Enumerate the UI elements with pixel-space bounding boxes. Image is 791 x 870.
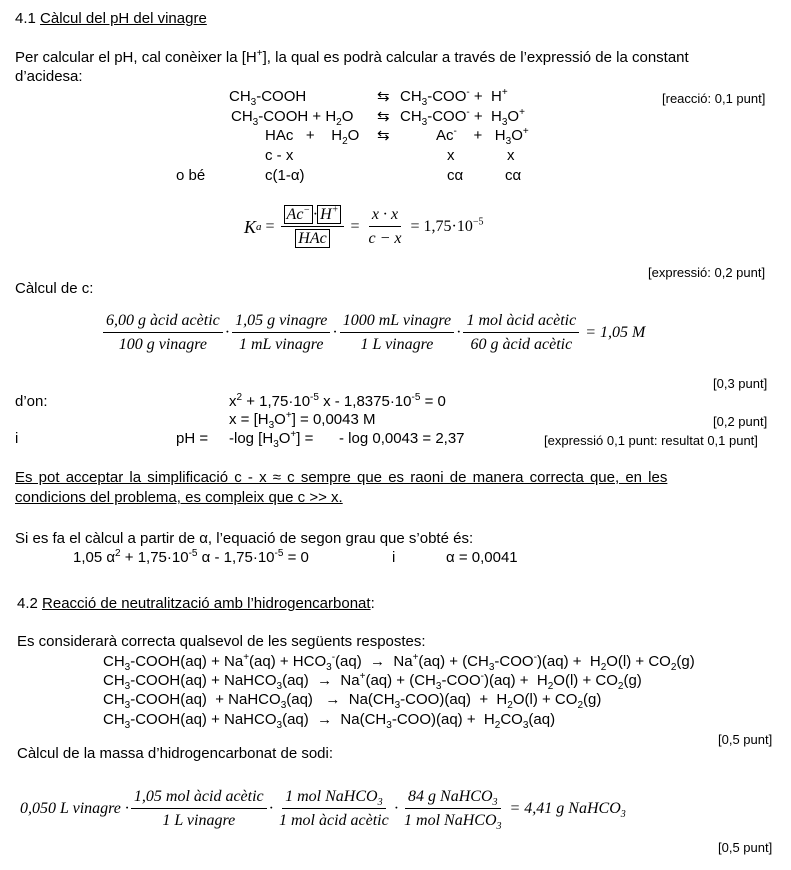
- don-label: d’on:: [15, 393, 48, 410]
- i-label: i: [15, 430, 19, 447]
- quadratic-equation: $x^2 + 1,75\cdot 10^{-5}$ $x - 1,8375\cdot 10^{-5} = 0$: [229, 392, 446, 410]
- m-f1-den: 1 L vinagre: [162, 812, 236, 829]
- ka-value: [411, 218, 484, 236]
- section-number: 4.1: [15, 10, 36, 27]
- m-f2-num: 1 mol NaHCO: [285, 788, 378, 805]
- m-f1-num: 1,05 mol àcid acètic: [131, 788, 267, 809]
- c-fraction-3: [340, 312, 454, 354]
- mass-fraction-3: $\frac{84 g NaHCO_3}{1 mol NaHCO_3}$: [404, 788, 502, 833]
- alpha-equation: 1,05 $\alpha^2 + 1,75\cdot 10^{-5}$ $\alpha - 1,75\cdot 10^{-5} = 0$: [73, 548, 309, 566]
- conc-x-2: x: [507, 147, 515, 164]
- equilibrium-arrow-icon: ⇆: [377, 88, 390, 105]
- mass-result: = 4,41 g NaHCO: [509, 800, 621, 817]
- ph-log-expr: -log $[H_3O^+]$ =: [229, 429, 314, 450]
- reaction-1-right: $CH_3-COO^- + H^+$: [400, 87, 508, 108]
- m-f2-den: 1 mol àcid acètic: [278, 812, 389, 829]
- intro-line-1: Per calcular el pH, cal conèixer la [H+], la qual es podrà calcular a través de l’expressió de la constant: [15, 48, 689, 66]
- x-result: $x = [H_3O^+] = 0,0043$ M: [229, 410, 376, 431]
- reaction-3-left: HAc + $H_2O$: [265, 127, 360, 147]
- conc-c-alpha-1: cα: [447, 167, 464, 184]
- mass-lead: 0,050 L vinagre ·: [20, 800, 129, 817]
- m-f3-num: 84 g NaHCO: [408, 788, 493, 805]
- c-fraction-2: [232, 312, 330, 354]
- ka-fraction-1: $\frac{Ac^- \cdot H^+}{\text{HAc}}$: [281, 206, 345, 248]
- conc-c-alpha-2: cα: [505, 167, 522, 184]
- section-number: 4.2: [17, 595, 38, 612]
- intro-text: Per calcular el pH, cal conèixer la [H: [15, 49, 257, 66]
- accept-note-line-2: condicions del problema, es compleix que c >> x.: [15, 489, 343, 506]
- m-f3-den: 1 mol NaHCO: [404, 812, 497, 829]
- calc-c-label: Càlcul de c:: [15, 280, 94, 297]
- quad-a: + 1,75·10: [242, 393, 311, 410]
- mass-fraction-1: [131, 788, 267, 830]
- c-f2-den: 1 mL vinagre: [238, 336, 324, 353]
- quad-x: x: [229, 393, 237, 410]
- alpha-i: i: [392, 549, 396, 566]
- response-3: $CH_3-COOH(aq)$ + NaHCO$_3$(aq) → $Na(CH_3-COO)(aq) + H_2O(l) + CO_2(g)$: [103, 691, 602, 711]
- mass-calculation: 0,050 L vinagre · $\frac{\text{1,05 mol àcid acètic}}{\text{1 L vinagre}}$ · $\frac{1 mol NaHCO_3}{\text{1 mol àcid acètic}}$ · $\frac{84 g NaHCO_3}{1 mol NaHCO_3}$ = 4,41 g NaHCO$_3$: [20, 788, 626, 833]
- c-f4-den: 60 g àcid acètic: [470, 336, 573, 353]
- o-be-label: o bé: [176, 167, 206, 184]
- reaction-2-right: $CH_3-COO^- + H_3O^+$: [400, 107, 525, 128]
- section-4-1-title: [15, 10, 207, 28]
- ph-label: pH =: [176, 430, 209, 447]
- response-4: $CH_3-COOH(aq)$ + NaHCO$_3$(aq) → $Na(CH_3-COO)(aq) + H_2CO_3(aq)$: [103, 711, 556, 731]
- conc-c-minus-x: c - x: [265, 147, 294, 164]
- reaction-2-left: $CH_3$-COOH + $H_2O$: [231, 108, 354, 128]
- ka-score: [expressió: 0,2 punt]: [648, 265, 766, 280]
- section-title: Càlcul del pH del vinagre: [40, 10, 207, 27]
- conc-x-1: x: [447, 147, 455, 164]
- ka-value-text: = 1,75·10: [410, 218, 473, 235]
- accept-note-line-1: Es pot acceptar la simplificació c - x ≈ c sempre que es raoni de manera correcta que, en les: [15, 469, 668, 486]
- c-fraction-4: [463, 312, 579, 354]
- reaction-3-right: Ac- + $H_3O^+$: [436, 126, 529, 147]
- alpha-result: α = 0,0041: [446, 549, 518, 566]
- intro-line-2: d’acidesa:: [15, 68, 83, 85]
- c-f3-num: 1000 mL vinagre: [340, 312, 454, 333]
- ka-expression: K a = $\frac{Ac^- \cdot H^+}{\text{HAc}}$ = $\frac{x \cdot x}{c - x}$ = $1,75\cdot 10^{-5}$: [244, 204, 484, 247]
- ka-exponent: −5: [472, 216, 484, 228]
- reaction-score: [reacció: 0,1 punt]: [662, 91, 766, 106]
- c-score: [0,3 punt]: [713, 376, 768, 391]
- responses-intro: Es considerarà correcta qualsevol de les següents respostes:: [17, 633, 426, 650]
- mass-intro: Càlcul de la massa d’hidrogencarbonat de sodi:: [17, 745, 334, 762]
- c-f2-num: 1,05 g vinagre: [232, 312, 330, 333]
- c-result: = 1,05 M: [585, 324, 646, 341]
- c-fraction-1: [103, 312, 223, 354]
- quad-b: x - 1,8375·10: [318, 393, 412, 410]
- responses-score: [0,5 punt]: [718, 732, 773, 747]
- alpha-intro: Si es fa el càlcul a partir de α, l’equació de segon grau que s’obté és:: [15, 530, 474, 547]
- c-f4-num: 1 mol àcid acètic: [463, 312, 579, 333]
- response-1: $CH_3-COOH(aq) + Na^+(aq) + HCO_3^-(aq) \to Na^+(aq) + (CH_3-COO^-)(aq) + H_2O(l) + CO_2(g)$: [103, 652, 695, 673]
- section-4-2-title: 4.2 Reacció de neutralització amb l’hidrogencarbonat:: [17, 595, 375, 612]
- reaction-1-left: $CH_3$-COOH: [229, 88, 307, 108]
- mass-fraction-2: $\frac{1 mol NaHCO_3}{\text{1 mol àcid acètic}}$: [276, 788, 392, 830]
- intro-text: ], la qual es podrà calcular a través de l’expressió de la constant: [262, 49, 689, 66]
- c-f1-den: 100 g vinagre: [118, 336, 208, 353]
- quad-c: = 0: [420, 393, 446, 410]
- x-score: [0,2 punt]: [713, 414, 768, 429]
- conc-c-1-alpha: c(1-α): [265, 167, 305, 184]
- ph-score: [expressió 0,1 punt: resultat 0,1 punt]: [544, 433, 758, 448]
- c-f3-den: 1 L vinagre: [360, 336, 434, 353]
- mass-score: [0,5 punt]: [718, 840, 773, 855]
- ka-fraction-2: $\frac{x \cdot x}{c - x}$: [368, 206, 402, 247]
- equilibrium-arrow-icon: ⇆: [377, 108, 390, 125]
- c-f1-num: 6,00 g àcid acètic: [103, 312, 223, 333]
- equilibrium-arrow-icon: ⇆: [377, 127, 390, 144]
- ph-result: - log 0,0043 = 2,37: [339, 430, 465, 447]
- response-2: $CH_3-COOH(aq)$ + NaHCO$_3$(aq) → $Na^+(aq) + (CH_3-COO^-)(aq) + H_2O(l) + CO_2(g)$: [103, 671, 642, 692]
- section-title: Reacció de neutralització amb l’hidrogencarbonat: [42, 595, 371, 612]
- c-calculation: $\frac{\text{6,00 g àcid acètic}}{\text{100 g vinagre}}$ · $\frac{\text{1,05 g vinagre}}{\text{1 mL vinagre}}$ · $\frac{\text{1000 mL vinagre}}{\text{1 L vinagre}}$ · $\frac{\text{1 mol àcid acètic}}{\text{60 g àcid acètic}}$ = 1,05 M: [101, 312, 645, 354]
